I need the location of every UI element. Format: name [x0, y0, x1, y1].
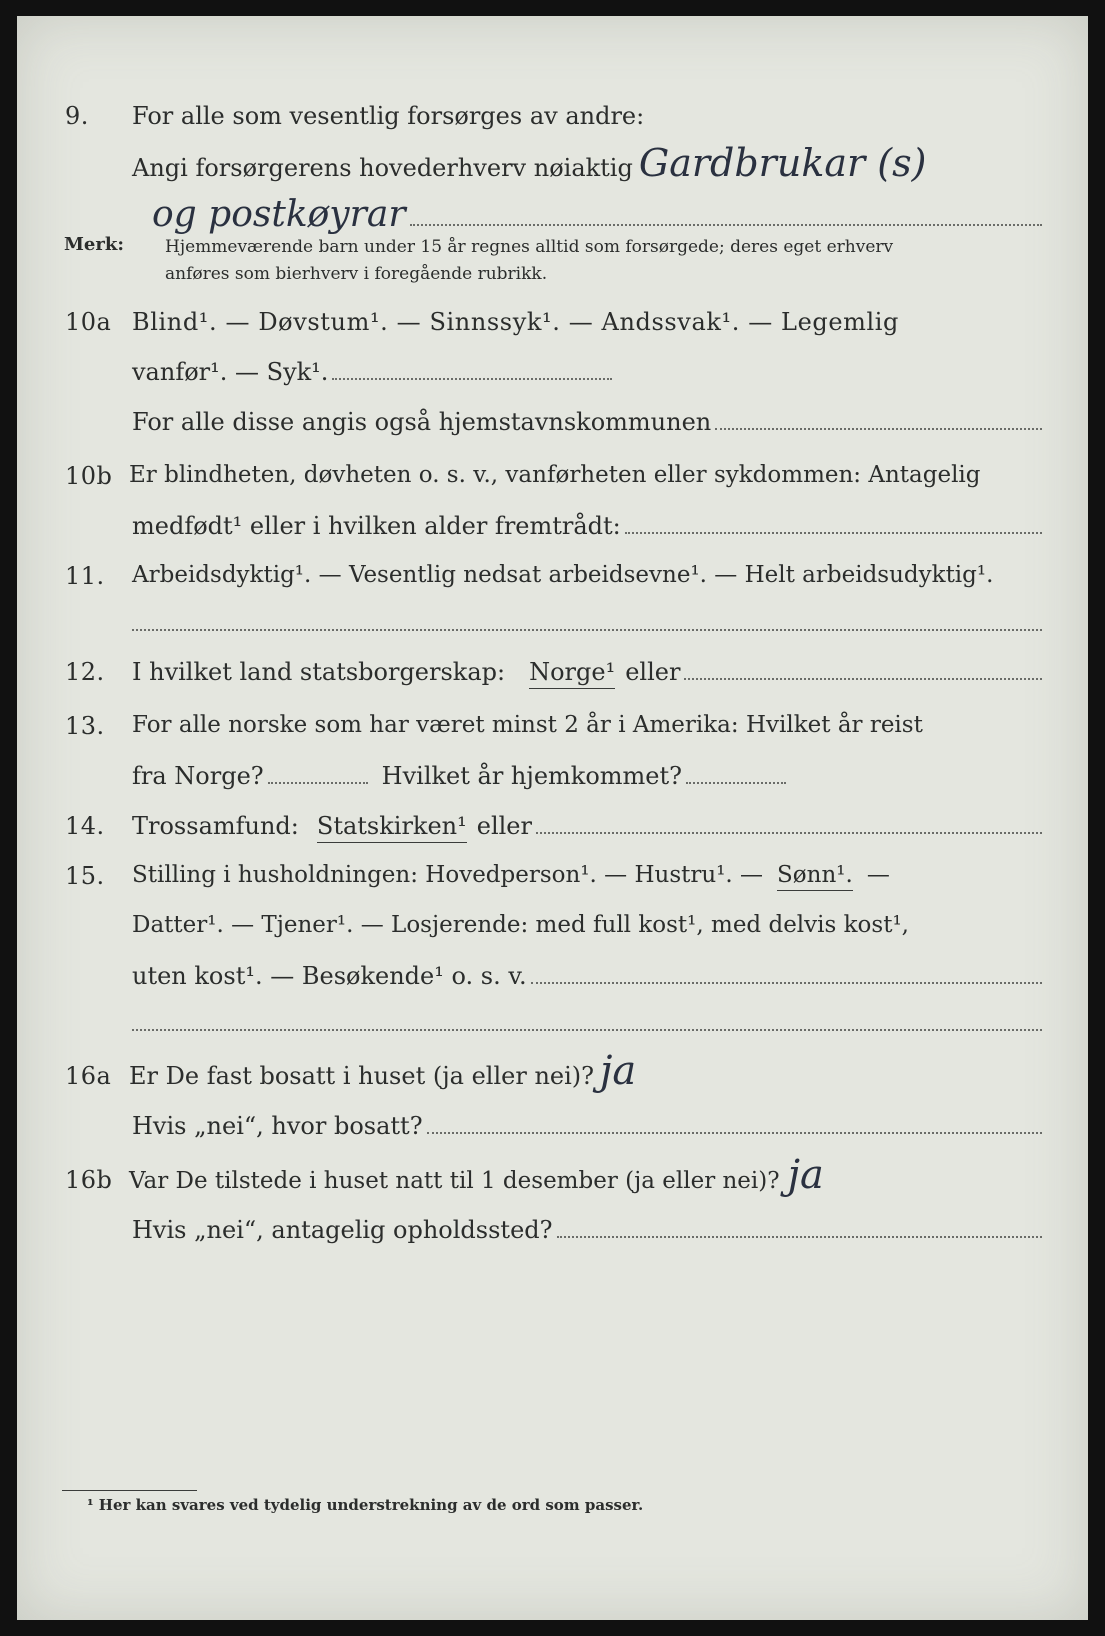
q16a-bosatt-line — [427, 1131, 1042, 1134]
q13-number: 13. — [65, 712, 105, 740]
q12-suffix: eller — [625, 658, 681, 686]
q13-reist-line — [268, 781, 368, 784]
q10b-number: 10b — [65, 462, 113, 490]
q10a-answer-line — [332, 377, 612, 380]
q10b-row-2 — [17, 512, 1088, 552]
q9-answer-occupation-2: og postkøyrar — [152, 194, 406, 235]
q10a-line-2: vanfør¹. — Syk¹. — [132, 358, 329, 386]
q10b-row-1 — [17, 462, 1088, 502]
q16a-line-1: Er De fast bosatt i huset (ja eller nei)? — [129, 1062, 595, 1090]
q14-statskirken-underlined: Statskirken¹ — [317, 812, 467, 843]
q15-line-3: uten kost¹. — Besøkende¹ o. s. v. — [132, 962, 527, 990]
q16a-row-2 — [17, 1112, 1088, 1152]
footnote: ¹ Her kan svares ved tydelig understrekning av de ord som passer. — [87, 1496, 644, 1514]
q10a-row-2 — [17, 358, 1088, 398]
census-form-page — [17, 16, 1088, 1620]
q15-line-1c: — — [866, 862, 890, 888]
q16a-number: 16a — [65, 1062, 112, 1090]
q15-line-1a: Stilling i husholdningen: Hovedperson¹. — Hustru¹. — — [132, 862, 764, 888]
q16b-line-1: Var De tilstede i huset natt til 1 desember (ja eller nei)? — [129, 1168, 780, 1194]
q13-row-1 — [17, 712, 1088, 752]
merk-note — [165, 234, 1045, 288]
q11-row-1 — [17, 562, 1088, 602]
q10b-line-2: medfødt¹ eller i hvilken alder fremtrådt: — [132, 512, 621, 540]
q10b-line-1: Er blindheten, døvheten o. s. v., vanførheten eller sykdommen: Antagelig — [129, 462, 981, 488]
q9-line-2: Angi forsørgerens hovederhverv nøiaktig — [132, 154, 633, 182]
q16a-row-1 — [17, 1048, 1088, 1102]
q13-row-2 — [17, 762, 1088, 802]
q10a-row-3 — [17, 408, 1088, 448]
q11-number: 11. — [65, 562, 105, 590]
q12-number: 12. — [65, 658, 105, 686]
q13-line-2b: Hvilket år hjemkommet? — [381, 762, 683, 790]
q15-line-2: Datter¹. — Tjener¹. — Losjerende: med full kost¹, med delvis kost¹, — [132, 912, 909, 938]
q11-answer-line — [132, 628, 1042, 631]
q10a-line-3: For alle disse angis også hjemstavnskommunen — [132, 408, 712, 436]
q14-number: 14. — [65, 812, 105, 840]
q16b-opholdssted-line — [557, 1235, 1042, 1238]
q9-row-3 — [17, 194, 1088, 234]
q16b-row-2 — [17, 1216, 1088, 1256]
q12-prefix: I hvilket land statsborgerskap: — [132, 658, 506, 686]
q10a-row-1 — [17, 308, 1088, 348]
q13-line-1: For alle norske som har været minst 2 år i Amerika: Hvilket år reist — [132, 712, 923, 738]
q14-row — [17, 812, 1088, 852]
q16b-answer: ja — [787, 1152, 824, 1198]
q11-line-1: Arbeidsdyktig¹. — Vesentlig nedsat arbeidsevne¹. — Helt arbeidsudyktig¹. — [132, 562, 994, 588]
q9-row-1 — [17, 102, 1088, 142]
q10a-number: 10a — [65, 308, 112, 336]
footnote-rule — [62, 1490, 197, 1491]
merk-text-1: Hjemmeværende barn under 15 år regnes alltid som forsørgede; deres eget erhverv — [165, 237, 894, 257]
q16b-number: 16b — [65, 1166, 113, 1194]
q15-number: 15. — [65, 862, 105, 890]
q10a-line-1: Blind¹. — Døvstum¹. — Sinnssyk¹. — Andssvak¹. — Legemlig — [132, 308, 900, 336]
q16b-line-2: Hvis „nei“, antagelig opholdssted? — [132, 1216, 553, 1244]
q9-number: 9. — [65, 102, 89, 130]
q12-norge-underlined: Norge¹ — [529, 658, 615, 689]
merk-text-2: anføres som bierhverv i foregående rubrikk. — [165, 264, 548, 284]
q13-line-2a: fra Norge? — [132, 762, 264, 790]
q13-hjemkommet-line — [686, 781, 786, 784]
q9-line-1: For alle som vesentlig forsørges av andre: — [132, 102, 645, 130]
q16b-row-1 — [17, 1152, 1088, 1206]
q10b-answer-line — [625, 531, 1042, 534]
q15-answer-line — [531, 981, 1042, 984]
q15-row-2 — [17, 912, 1088, 952]
merk-label: Merk: — [64, 234, 124, 255]
q15-extra-line — [132, 1028, 1042, 1031]
q15-row-3 — [17, 962, 1088, 1002]
q15-sonn-underlined: Sønn¹. — [777, 862, 853, 891]
q10a-hjemstavn-line — [715, 427, 1042, 430]
q16a-answer: ja — [600, 1048, 637, 1094]
q14-prefix: Trossamfund: — [132, 812, 299, 840]
q12-answer-line — [684, 677, 1042, 680]
q14-answer-line — [536, 831, 1042, 834]
q14-suffix: eller — [476, 812, 532, 840]
q9-row-2 — [17, 141, 1088, 194]
q15-row-1 — [17, 862, 1088, 902]
q9-answer-occupation: Gardbrukar (s) — [638, 141, 927, 185]
q9-answer-line — [410, 223, 1042, 226]
q12-row — [17, 658, 1088, 698]
q16a-line-2: Hvis „nei“, hvor bosatt? — [132, 1112, 423, 1140]
